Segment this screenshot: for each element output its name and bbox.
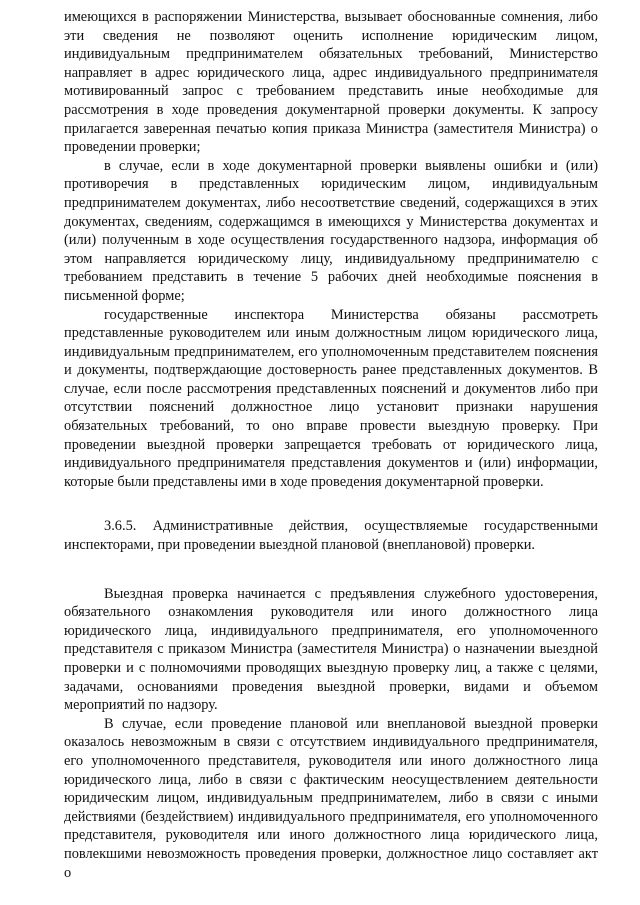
paragraph-continuation: имеющихся в распоряжении Министерства, вызывает обоснованные сомнения, либо эти сведения не позволяют оценить исполнение юридическим лицом, индивидуальным предпринимателем обязательных требований, Министерство направляет в адрес юридического лица, адрес индивидуального предпринимателя мотивированный запрос с требованием представить иные необходимые для рассмотрения в ходе проведения документарной проверки документы. К запросу прилагается заверенная печатью копия приказа Министра (заместителя Министра) о проведении проверки; bbox=[64, 9, 598, 156]
section-heading-3-6-5: 3.6.5. Административные действия, осуществляемые государственными инспекторами, при проведении выездной плановой (внеплановой) проверки. bbox=[64, 518, 598, 554]
paragraph-inspectors-obligations: государственные инспектора Министерства обязаны рассмотреть представленные руководителем или иным должностным лицом юридического лица, индивидуальным предпринимателем, его уполномоченным представителем пояснения и документы, подтверждающие достоверность ранее представленных документов. В случае, если после рассмотрения представленных пояснений и документов либо при отсутствии пояснений должностное лицо установит признаки нарушения обязательных требований, то оно вправе провести выездную проверку. При проведении выездной проверки запрещается требовать от юридического лица, индивидуального предпринимателя представления документов и (или) информации, которые были представлены ими в ходе проведения документарной проверки. bbox=[64, 306, 598, 490]
paragraph-onsite-start: Выездная проверка начинается с предъявления служебного удостоверения, обязательного ознакомления руководителя или иного должностного лица юридического лица, индивидуального предпринимателя, его уполномоченного представителя с приказом Министра (заместителя Министра) о назначении выездной проверки и с полномочиями проводящих выездную проверку лиц, а также с целями, задачами, основаниями проведения выездной проверки, видами и объемом мероприятий по надзору. bbox=[64, 585, 598, 714]
document-page bbox=[64, 8, 598, 882]
paragraph-onsite-impossible: В случае, если проведение плановой или внеплановой выездной проверки оказалось невозможным в связи с отсутствием индивидуального предпринимателя, его уполномоченного представителя, руководителя или иного должностного лица юридического лица, либо в связи с фактическим неосуществлением деятельности юридическим лицом, индивидуальным предпринимателем, либо в связи с иными действиями (бездействием) индивидуального предпринимателя, его уполномоченного представителя, руководителя или иного должностного лица юридического лица, повлекшими невозможность проведения проверки, должностное лицо составляет акт о bbox=[64, 715, 598, 881]
paragraph-contradictions: в случае, если в ходе документарной проверки выявлены ошибки и (или) противоречия в представленных юридическим лицом, индивидуальным предпринимателем документах, либо несоответствие сведений, содержащихся в этих документах, сведениям, содержащимся в имеющихся у Министерства документах и (или) полученным в ходе осуществления государственного надзора, информация об этом направляется юридическому лицу, индивидуальному предпринимателю с требованием представить в течение 5 рабочих дней необходимые пояснения в письменной форме; bbox=[64, 157, 598, 304]
section-spacer bbox=[64, 555, 598, 585]
